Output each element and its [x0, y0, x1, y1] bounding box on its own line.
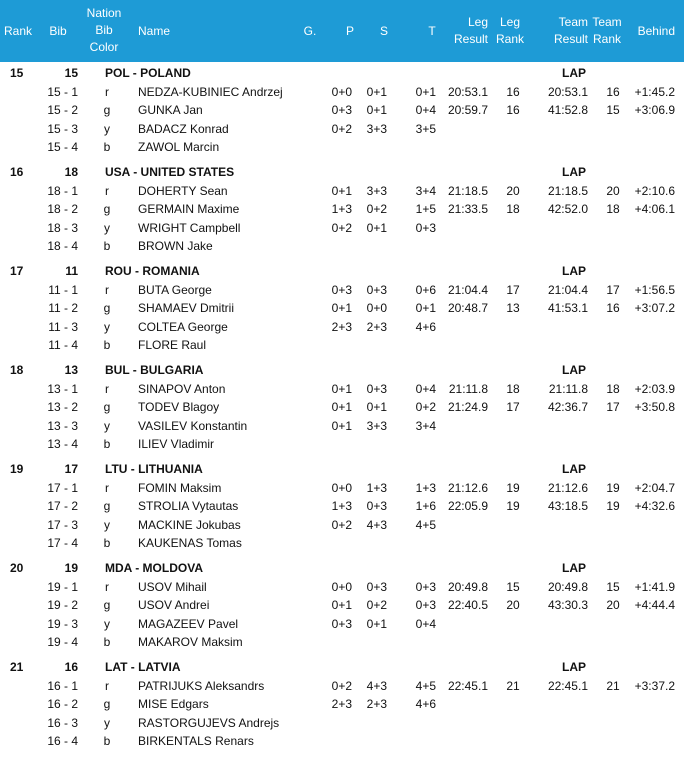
leg-total-cell: 3+4	[415, 418, 436, 433]
leg-rank-cell: 13	[506, 301, 520, 315]
team-status-cell: LAP	[562, 660, 586, 674]
leg-row	[0, 435, 684, 454]
header-bib: Bib	[49, 24, 67, 38]
leg-color-cell: r	[105, 579, 109, 594]
leg-color-cell: y	[104, 517, 110, 532]
leg-color-cell: g	[103, 598, 111, 612]
team-rank-value-cell: 15	[606, 579, 620, 594]
team-nation-cell: MDA - MOLDOVA	[105, 561, 203, 575]
leg-prone-cell: 0+3	[331, 616, 352, 631]
leg-standing-cell: 3+3	[366, 418, 387, 433]
leg-total-cell: 1+3	[415, 480, 436, 495]
leg-standing-cell: 0+3	[366, 499, 387, 513]
header-name: Name	[138, 24, 171, 38]
leg-color-cell: y	[104, 616, 110, 631]
behind-cell: +2:04.7	[634, 480, 675, 495]
leg-color-cell: r	[105, 84, 109, 99]
leg-color-cell: b	[103, 140, 111, 154]
header-team-rank	[589, 14, 625, 48]
leg-name-cell: FOMIN Maksim	[138, 480, 222, 495]
leg-color-cell: y	[104, 121, 110, 136]
leg-name-cell: COLTEA George	[138, 319, 228, 334]
leg-row	[0, 479, 684, 498]
header-color-line: Color	[89, 40, 119, 54]
leg-color-cell: b	[103, 734, 111, 748]
leg-rank-cell: 18	[506, 202, 520, 216]
behind-cell: +1:45.2	[634, 84, 675, 99]
leg-row	[0, 578, 684, 597]
leg-bib-cell: 13 - 4	[47, 437, 78, 451]
leg-color-cell: g	[103, 400, 111, 414]
leg-total-cell: 0+4	[415, 381, 436, 396]
leg-bib-cell: 17 - 4	[47, 536, 78, 550]
leg-rank-cell: 19	[506, 499, 520, 513]
leg-total-cell: 0+3	[415, 220, 436, 235]
team-result-cell: 42:36.7	[547, 400, 588, 414]
leg-prone-cell: 2+3	[331, 319, 352, 334]
leg-total-cell: 0+4	[415, 103, 436, 117]
leg-color-cell: y	[104, 418, 110, 433]
behind-cell: +3:50.8	[634, 400, 675, 414]
leg-name-cell: VASILEV Konstantin	[138, 418, 248, 433]
team-rank-value-cell: 18	[606, 202, 620, 216]
header-behind: Behind	[637, 24, 675, 38]
team-rank-cell: 21	[10, 660, 24, 674]
leg-name-cell: GUNKA Jan	[138, 103, 203, 117]
leg-row	[0, 633, 684, 652]
header-rank: Rank	[4, 24, 33, 38]
header-team-rank-line2: Rank	[592, 32, 621, 46]
leg-standing-cell: 0+1	[366, 400, 387, 414]
leg-total-cell: 4+5	[415, 678, 436, 693]
leg-result-cell: 20:53.1	[447, 84, 488, 99]
leg-color-cell: b	[103, 635, 111, 649]
leg-bib-cell: 11 - 1	[48, 282, 78, 297]
team-row	[0, 658, 684, 677]
leg-row	[0, 677, 684, 696]
leg-bib-cell: 13 - 1	[47, 381, 78, 396]
leg-bib-cell: 18 - 1	[47, 183, 78, 198]
leg-row	[0, 336, 684, 355]
team-rank-value-cell: 20	[606, 183, 620, 198]
leg-total-cell: 4+6	[415, 319, 436, 334]
header-leg-result	[442, 14, 488, 48]
team-status-cell: LAP	[562, 264, 586, 278]
team-result-cell: 43:18.5	[547, 499, 588, 513]
leg-standing-cell: 0+2	[366, 202, 387, 216]
leg-name-cell: MISE Edgars	[138, 697, 209, 711]
header-p: P	[345, 24, 354, 38]
leg-row	[0, 417, 684, 436]
leg-color-cell: r	[105, 480, 109, 495]
leg-prone-cell: 0+2	[331, 517, 352, 532]
leg-result-cell: 21:11.8	[448, 381, 488, 396]
leg-row	[0, 380, 684, 399]
team-row	[0, 460, 684, 479]
team-row	[0, 559, 684, 578]
leg-color-cell: r	[105, 183, 109, 198]
leg-standing-cell: 2+3	[366, 319, 387, 334]
leg-prone-cell: 0+0	[331, 480, 352, 495]
leg-standing-cell: 0+1	[366, 616, 387, 631]
team-status-cell: LAP	[562, 462, 586, 476]
team-rank-value-cell: 17	[606, 400, 620, 414]
leg-name-cell: MACKINE Jokubas	[138, 517, 241, 532]
leg-total-cell: 0+4	[415, 616, 436, 631]
leg-bib-cell: 18 - 2	[47, 202, 78, 216]
leg-total-cell: 0+6	[415, 282, 436, 297]
leg-result-cell: 21:24.9	[447, 400, 488, 414]
leg-bib-cell: 19 - 2	[47, 598, 78, 612]
header-leg-rank-line2: Rank	[495, 32, 524, 46]
header-g: G.	[303, 24, 317, 38]
leg-name-cell: BIRKENTALS Renars	[138, 734, 254, 748]
header-nation-line: Nation	[86, 6, 122, 20]
leg-result-cell: 21:12.6	[447, 480, 488, 495]
leg-standing-cell: 0+1	[366, 84, 387, 99]
header-t: T	[428, 24, 436, 38]
leg-bib-cell: 18 - 4	[47, 239, 78, 253]
header-nation-bib-color	[80, 5, 128, 56]
header-s: S	[379, 24, 388, 38]
leg-result-cell: 22:45.1	[447, 678, 488, 693]
leg-prone-cell: 0+2	[331, 678, 352, 693]
header-team-rank-line1: Team	[592, 15, 622, 29]
behind-cell: +4:06.1	[634, 202, 675, 216]
team-result-cell: 22:45.1	[547, 678, 588, 693]
header-team-result-line2: Result	[553, 32, 588, 46]
leg-bib-cell: 11 - 2	[48, 301, 78, 315]
leg-name-cell: NEDZA-KUBINIEC Andrzej	[138, 84, 283, 99]
behind-cell: +4:32.6	[634, 499, 675, 513]
leg-color-cell: b	[103, 239, 111, 253]
leg-color-cell: b	[103, 536, 111, 550]
leg-standing-cell: 1+3	[366, 480, 387, 495]
leg-row	[0, 615, 684, 634]
team-result-cell: 20:49.8	[547, 579, 588, 594]
behind-cell: +3:37.2	[634, 678, 675, 693]
leg-name-cell: WRIGHT Campbell	[138, 220, 241, 235]
leg-name-cell: PATRIJUKS Aleksandrs	[138, 678, 265, 693]
leg-bib-cell: 13 - 3	[47, 418, 78, 433]
leg-standing-cell: 4+3	[366, 517, 387, 532]
leg-name-cell: DOHERTY Sean	[138, 183, 228, 198]
leg-color-cell: y	[104, 319, 110, 334]
leg-bib-cell: 16 - 4	[47, 734, 78, 748]
leg-color-cell: y	[104, 220, 110, 235]
leg-row	[0, 732, 684, 751]
leg-bib-cell: 17 - 3	[47, 517, 78, 532]
leg-color-cell: g	[103, 697, 111, 711]
leg-row	[0, 120, 684, 139]
team-rank-value-cell: 17	[606, 282, 620, 297]
leg-name-cell: ZAWOL Marcin	[138, 140, 220, 154]
leg-bib-cell: 15 - 2	[47, 103, 78, 117]
leg-row	[0, 398, 684, 417]
team-rank-value-cell: 16	[606, 301, 620, 315]
team-result-cell: 43:30.3	[547, 598, 588, 612]
header-team-result	[540, 14, 588, 48]
team-result-cell: 20:53.1	[547, 84, 588, 99]
behind-cell: +2:10.6	[634, 183, 675, 198]
team-nation-cell: ROU - ROMANIA	[105, 264, 200, 278]
leg-name-cell: USOV Andrei	[138, 598, 210, 612]
team-nation-cell: POL - POLAND	[105, 66, 191, 80]
leg-total-cell: 0+1	[415, 301, 436, 315]
leg-standing-cell: 0+2	[366, 598, 387, 612]
header-bib-line: Bib	[95, 23, 113, 37]
leg-rank-cell: 17	[506, 282, 520, 297]
leg-row	[0, 299, 684, 318]
leg-prone-cell: 0+1	[331, 598, 352, 612]
leg-rank-cell: 21	[506, 678, 520, 693]
team-bib-cell: 19	[64, 561, 78, 575]
team-rank-value-cell: 20	[606, 598, 620, 612]
leg-color-cell: g	[103, 301, 111, 315]
leg-rank-cell: 15	[506, 579, 520, 594]
leg-total-cell: 3+4	[415, 183, 436, 198]
team-nation-cell: BUL - BULGARIA	[105, 363, 204, 377]
results-table-body	[0, 62, 684, 751]
leg-bib-cell: 15 - 1	[47, 84, 78, 99]
team-rank-cell: 16	[10, 165, 24, 179]
leg-row	[0, 182, 684, 201]
leg-rank-cell: 18	[506, 381, 520, 396]
team-rank-value-cell: 16	[606, 84, 620, 99]
leg-color-cell: g	[103, 202, 111, 216]
team-rank-cell: 15	[10, 66, 24, 80]
leg-result-cell: 21:18.5	[447, 183, 488, 198]
leg-bib-cell: 17 - 1	[47, 480, 78, 495]
team-rank-cell: 20	[10, 561, 24, 575]
leg-bib-cell: 18 - 3	[47, 220, 78, 235]
team-rank-cell: 19	[10, 462, 24, 476]
leg-standing-cell: 4+3	[366, 678, 387, 693]
leg-name-cell: TODEV Blagoy	[138, 400, 220, 414]
leg-row	[0, 200, 684, 219]
leg-rank-cell: 16	[506, 84, 520, 99]
team-bib-cell: 17	[64, 462, 78, 476]
leg-name-cell: STROLIA Vytautas	[138, 499, 239, 513]
team-rank-value-cell: 19	[606, 499, 620, 513]
team-result-cell: 21:11.8	[548, 381, 588, 396]
leg-name-cell: ILIEV Vladimir	[138, 437, 215, 451]
team-bib-cell: 16	[64, 660, 78, 674]
leg-row	[0, 497, 684, 516]
leg-name-cell: BROWN Jake	[138, 239, 213, 253]
team-row	[0, 361, 684, 380]
leg-prone-cell: 0+1	[331, 381, 352, 396]
behind-cell: +3:06.9	[634, 103, 675, 117]
leg-total-cell: 1+5	[415, 202, 436, 216]
team-status-cell: LAP	[562, 165, 586, 179]
leg-standing-cell: 2+3	[366, 697, 387, 711]
leg-name-cell: KAUKENAS Tomas	[138, 536, 242, 550]
leg-rank-cell: 19	[506, 480, 520, 495]
leg-color-cell: r	[105, 678, 109, 693]
leg-row	[0, 237, 684, 256]
leg-total-cell: 0+1	[415, 84, 436, 99]
header-leg-result-line1: Leg	[467, 15, 488, 29]
team-rank-value-cell: 21	[606, 678, 620, 693]
leg-color-cell: y	[104, 715, 110, 730]
team-result-cell: 41:53.1	[547, 301, 588, 315]
team-row	[0, 64, 684, 83]
leg-color-cell: r	[105, 282, 109, 297]
header-leg-rank	[492, 14, 528, 48]
leg-total-cell: 0+2	[415, 400, 436, 414]
leg-name-cell: GERMAIN Maxime	[138, 202, 240, 216]
behind-cell: +3:07.2	[634, 301, 675, 315]
leg-bib-cell: 13 - 2	[47, 400, 78, 414]
leg-color-cell: b	[103, 338, 111, 352]
team-bib-cell: 13	[64, 363, 78, 377]
leg-row	[0, 714, 684, 733]
leg-result-cell: 20:48.7	[447, 301, 488, 315]
behind-cell: +1:41.9	[634, 579, 675, 594]
behind-cell: +4:44.4	[634, 598, 675, 612]
leg-standing-cell: 0+3	[366, 282, 387, 297]
leg-total-cell: 1+6	[415, 499, 436, 513]
leg-name-cell: USOV Mihail	[138, 579, 207, 594]
leg-prone-cell: 0+3	[331, 282, 352, 297]
team-rank-cell: 18	[10, 363, 24, 377]
leg-row	[0, 516, 684, 535]
leg-rank-cell: 20	[506, 183, 520, 198]
leg-standing-cell: 3+3	[366, 121, 387, 136]
leg-prone-cell: 0+1	[331, 301, 352, 315]
leg-color-cell: b	[103, 437, 111, 451]
team-rank-value-cell: 15	[606, 103, 620, 117]
leg-bib-cell: 15 - 3	[47, 121, 78, 136]
leg-name-cell: BUTA George	[138, 282, 212, 297]
team-nation-cell: LTU - LITHUANIA	[105, 462, 203, 476]
leg-prone-cell: 0+0	[331, 84, 352, 99]
leg-prone-cell: 2+3	[331, 697, 352, 711]
team-result-cell: 41:52.8	[547, 103, 588, 117]
leg-bib-cell: 19 - 4	[47, 635, 78, 649]
behind-cell: +1:56.5	[634, 282, 675, 297]
team-status-cell: LAP	[562, 363, 586, 377]
team-status-cell: LAP	[562, 66, 586, 80]
leg-standing-cell: 0+3	[366, 381, 387, 396]
team-result-cell: 21:12.6	[547, 480, 588, 495]
team-result-cell: 21:04.4	[547, 282, 588, 297]
leg-total-cell: 4+5	[415, 517, 436, 532]
leg-row	[0, 83, 684, 102]
leg-total-cell: 4+6	[415, 697, 436, 711]
team-rank-cell: 17	[10, 264, 24, 278]
leg-result-cell: 20:59.7	[447, 103, 488, 117]
header-leg-result-line2: Result	[453, 32, 488, 46]
leg-bib-cell: 16 - 2	[47, 697, 78, 711]
leg-result-cell: 21:33.5	[447, 202, 488, 216]
leg-bib-cell: 16 - 3	[47, 715, 78, 730]
behind-cell: +2:03.9	[634, 381, 675, 396]
header-leg-rank-line1: Leg	[499, 15, 521, 29]
leg-result-cell: 22:40.5	[447, 598, 488, 612]
leg-name-cell: RASTORGUJEVS Andrejs	[138, 715, 280, 730]
leg-prone-cell: 1+3	[331, 202, 352, 216]
leg-name-cell: FLORE Raul	[138, 338, 207, 352]
leg-rank-cell: 20	[506, 598, 520, 612]
leg-color-cell: g	[103, 103, 111, 117]
leg-standing-cell: 0+1	[366, 103, 387, 117]
header-team-result-line1: Team	[558, 15, 588, 29]
leg-bib-cell: 11 - 4	[48, 338, 78, 352]
team-status-cell: LAP	[562, 561, 586, 575]
leg-row	[0, 534, 684, 553]
leg-color-cell: r	[105, 381, 109, 396]
team-result-cell: 21:18.5	[547, 183, 588, 198]
leg-row	[0, 318, 684, 337]
leg-name-cell: MAGAZEEV Pavel	[138, 616, 239, 631]
leg-prone-cell: 0+3	[331, 103, 352, 117]
leg-row	[0, 101, 684, 120]
leg-row	[0, 219, 684, 238]
team-bib-cell: 18	[64, 165, 78, 179]
team-rank-value-cell: 18	[606, 381, 620, 396]
leg-result-cell: 22:05.9	[447, 499, 488, 513]
leg-color-cell: g	[103, 499, 111, 513]
leg-rank-cell: 16	[506, 103, 520, 117]
team-rank-value-cell: 19	[606, 480, 620, 495]
leg-name-cell: MAKAROV Maksim	[138, 635, 243, 649]
team-nation-cell: LAT - LATVIA	[105, 660, 181, 674]
leg-row	[0, 695, 684, 714]
team-nation-cell: USA - UNITED STATES	[105, 165, 235, 179]
team-row	[0, 163, 684, 182]
leg-prone-cell: 0+2	[331, 121, 352, 136]
team-bib-cell: 11	[65, 264, 78, 278]
leg-prone-cell: 0+1	[331, 183, 352, 198]
leg-prone-cell: 1+3	[331, 499, 352, 513]
team-result-cell: 42:52.0	[547, 202, 588, 216]
leg-standing-cell: 0+0	[366, 301, 387, 315]
leg-prone-cell: 0+1	[331, 400, 352, 414]
leg-row	[0, 596, 684, 615]
leg-rank-cell: 17	[506, 400, 520, 414]
leg-total-cell: 0+3	[415, 598, 436, 612]
leg-row	[0, 281, 684, 300]
leg-bib-cell: 19 - 1	[47, 579, 78, 594]
leg-total-cell: 3+5	[415, 121, 436, 136]
leg-name-cell: SINAPOV Anton	[138, 381, 226, 396]
leg-bib-cell: 11 - 3	[48, 319, 78, 334]
leg-prone-cell: 0+1	[331, 418, 352, 433]
leg-standing-cell: 0+1	[366, 220, 387, 235]
team-row	[0, 262, 684, 281]
leg-row	[0, 138, 684, 157]
leg-bib-cell: 16 - 1	[47, 678, 78, 693]
leg-standing-cell: 0+3	[366, 579, 387, 594]
leg-prone-cell: 0+2	[331, 220, 352, 235]
leg-bib-cell: 17 - 2	[47, 499, 78, 513]
results-table-header	[0, 0, 684, 62]
leg-prone-cell: 0+0	[331, 579, 352, 594]
leg-bib-cell: 19 - 3	[47, 616, 78, 631]
leg-bib-cell: 15 - 4	[47, 140, 78, 154]
leg-total-cell: 0+3	[415, 579, 436, 594]
leg-name-cell: BADACZ Konrad	[138, 121, 229, 136]
leg-result-cell: 20:49.8	[447, 579, 488, 594]
leg-standing-cell: 3+3	[366, 183, 387, 198]
leg-name-cell: SHAMAEV Dmitrii	[138, 301, 235, 315]
leg-result-cell: 21:04.4	[447, 282, 488, 297]
team-bib-cell: 15	[64, 66, 78, 80]
